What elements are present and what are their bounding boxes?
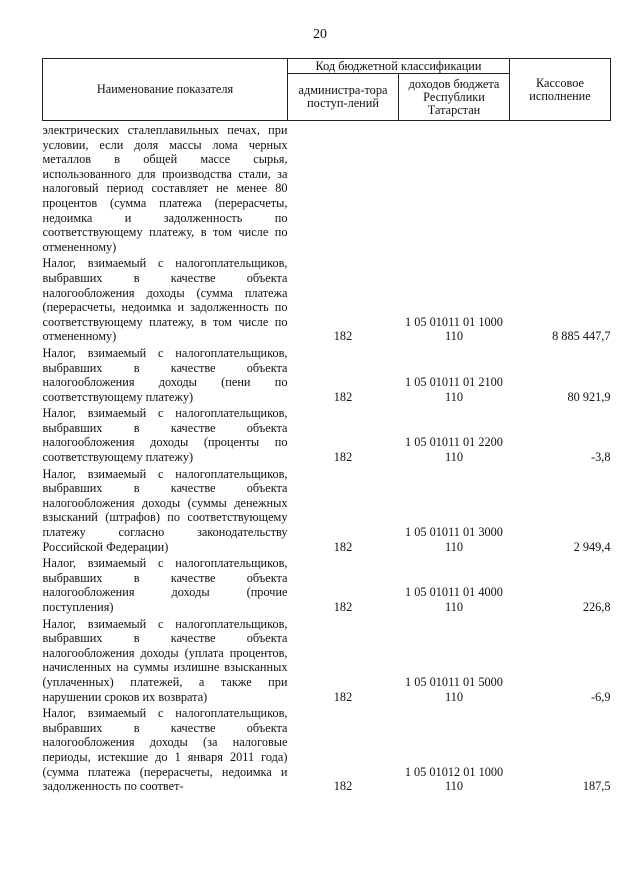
row-revenue-code [399,121,510,255]
table-row [43,554,611,614]
row-indicator-name [43,554,288,614]
row-administrator-code [288,121,399,255]
row-indicator-text: Налог, взимаемый с налогоплательщиков, выбравших в качестве объекта налогообложения доходы (сумма платежа (перерасчеты, недоимка и задолженность по соответствующему платежу, в том числе по отмененному) [42,256,288,344]
table-row [43,254,611,344]
row-cash-execution: 187,5 [582,779,611,794]
header-indicator-name: Наименование показателя [43,59,288,121]
row-indicator-name [43,704,288,794]
row-cash-execution: 2 949,4 [573,539,611,554]
page-number: 20 [313,27,327,42]
table-row [43,704,611,794]
row-cash-execution: -6,9 [591,689,611,704]
row-administrator-code: 182 [333,539,353,554]
row-revenue-code: 1 05 01011 01 3000 110 [405,525,503,554]
header-budget-classification-code: Код бюджетной классификации [288,59,510,74]
row-indicator-name [43,344,288,404]
row-indicator-name [43,615,288,705]
row-cash-execution: 226,8 [582,600,611,614]
row-indicator-text: Налог, взимаемый с налогоплательщиков, выбравших в качестве объекта налогообложения доходы (суммы денежных взысканий (штрафов) по соответствующему платежу согласно законодательству Российской Федерации) [42,466,288,554]
row-administrator-code: 182 [333,689,353,704]
row-indicator-text: Налог, взимаемый с налогоплательщиков, выбравших в качестве объекта налогообложения доходы (прочие поступления) [42,556,288,614]
row-revenue-code: 1 05 01012 01 1000 110 [404,764,504,794]
row-cash-execution [510,121,611,255]
row-administrator-code: 182 [333,779,353,794]
row-administrator-code: 182 [333,600,353,614]
row-cash-execution: -3,8 [591,450,611,465]
row-revenue-code: 1 05 01011 01 2200 110 [405,435,503,465]
table-row [43,121,611,255]
table-row [43,615,611,705]
row-cash-execution: 80 921,9 [567,389,611,404]
row-indicator-text: Налог, взимаемый с налогоплательщиков, выбравших в качестве объекта налогообложения доходы (уплата процентов, начисленных на суммы излишне взысканных (уплаченных) платежей, а также при нарушении сроков их возврата) [42,616,288,704]
row-indicator-text: электрических сталеплавильных печах, при условии, если доля массы лома черных металлов в общей массе сырья, использованного для производства стали, за налоговый период составляет не менее 80 процентов (сумма платежа (перерасчеты, недоимка и задолженность по соответствующему платежу, в том числе по отмененному) [42,123,288,254]
row-indicator-name [43,121,288,255]
row-administrator-code: 182 [333,389,353,404]
row-administrator-code: 182 [333,329,353,344]
row-administrator-code: 182 [333,450,353,465]
row-revenue-code: 1 05 01011 01 2100 110 [405,375,503,404]
header-revenue-code: доходов бюджета Республики Татарстан [399,74,510,121]
row-indicator-name [43,465,288,555]
row-indicator-text: Налог, взимаемый с налогоплательщиков, выбравших в качестве объекта налогообложения доходы (за налоговые периоды, истекшие до 1 января 2011 года) (сумма платежа (перерасчеты, недоимка и задолженность по соответ- [42,706,288,794]
header-revenue-administrator: администра-тора поступ-лений [288,74,399,121]
row-revenue-code: 1 05 01011 01 4000 110 [405,585,503,614]
row-cash-execution: 8 885 447,7 [552,329,611,344]
row-indicator-text: Налог, взимаемый с налогоплательщиков, выбравших в качестве объекта налогообложения доходы (пени по соответствующему платежу) [42,345,288,404]
header-cash-execution: Кассовое исполнение [510,59,611,121]
row-indicator-text: Налог, взимаемый с налогоплательщиков, выбравших в качестве объекта налогообложения доходы (проценты по соответствующему платежу) [42,406,288,465]
table-header-row [43,59,611,74]
table-row [43,344,611,404]
row-indicator-name [43,254,288,344]
budget-revenue-table [42,58,611,794]
table-row [43,465,611,555]
row-indicator-name [43,404,288,464]
row-revenue-code: 1 05 01011 01 1000 110 [405,314,503,344]
table-row [43,404,611,464]
row-revenue-code: 1 05 01011 01 5000 110 [405,674,503,704]
table-body [43,121,611,794]
